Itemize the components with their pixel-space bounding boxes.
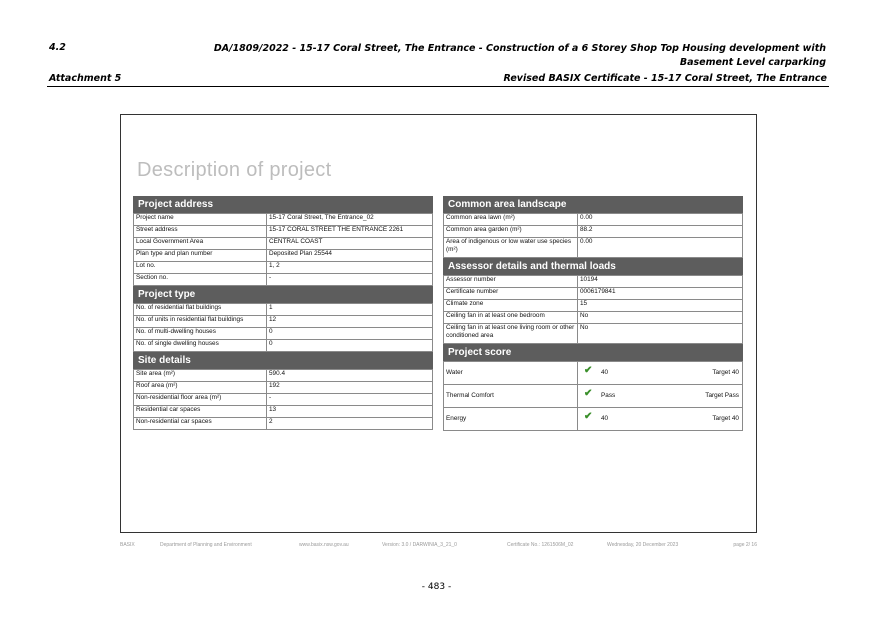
table-row: Ceiling fan in at least one bedroom No xyxy=(444,312,743,324)
basix-page-frame xyxy=(120,114,757,548)
score-cell xyxy=(578,408,743,431)
table-row: Thermal Comfort ✔ Pass Target Pass xyxy=(444,385,743,408)
table-row: Energy ✔ 40 Target 40 xyxy=(444,408,743,431)
table-row: Non-residential floor area (m²) - xyxy=(134,394,433,406)
item-number: 4.2 xyxy=(49,42,66,53)
table-row: Climate zone 15 xyxy=(444,300,743,312)
footer-date: Wednesday, 20 December 2023 xyxy=(607,542,679,548)
table-row: Section no. - xyxy=(134,274,433,286)
table-row: Residential car spaces 13 xyxy=(134,406,433,418)
score-cell xyxy=(578,362,743,385)
table-row: Non-residential car spaces 2 xyxy=(134,418,433,430)
score-target: Target Pass xyxy=(705,392,739,399)
table-row: No. of single dwelling houses 0 xyxy=(134,340,433,352)
project-score-table xyxy=(443,361,743,431)
footer-url: www.basix.nsw.gov.au xyxy=(299,542,349,548)
checkmark-icon: ✔ xyxy=(584,411,593,422)
score-target: Target 40 xyxy=(712,415,739,422)
footer-department: Department of Planning and Environment xyxy=(160,542,252,548)
page-number: - 483 - xyxy=(421,582,452,592)
project-type-heading: Project type xyxy=(133,286,433,303)
left-panel xyxy=(133,196,433,430)
table-row: Roof area (m²) 192 xyxy=(134,382,433,394)
table-row: Lot no. 1, 2 xyxy=(134,262,433,274)
report-title: DA/1809/2022 - 15-17 Coral Street, The Entrance - Construction of a 6 Storey Shop Top Housing development with Basement Level carparking xyxy=(213,43,826,68)
common-area-heading: Common area landscape xyxy=(443,196,743,213)
assessor-table xyxy=(443,275,743,344)
attachment-subtitle: Revised BASIX Certificate - 15-17 Coral Street, The Entrance xyxy=(503,73,827,84)
table-row: Water ✔ 40 Target 40 xyxy=(444,362,743,385)
footer-basix: BASIX xyxy=(120,542,135,548)
header-divider xyxy=(47,86,829,87)
footer-version: Version: 3.0 / DARWINIA_3_21_0 xyxy=(382,542,457,548)
table-row: Assessor number 10194 xyxy=(444,276,743,288)
score-value: 40 xyxy=(601,415,609,422)
table-row: Common area garden (m²) 88.2 xyxy=(444,226,743,238)
table-row: Project name 15-17 Coral Street, The Entrance_02 xyxy=(134,214,433,226)
project-score-heading: Project score xyxy=(443,344,743,361)
project-type-table xyxy=(133,303,433,352)
table-row: Area of indigenous or low water use species (m²) 0.00 xyxy=(444,238,743,258)
site-details-table xyxy=(133,369,433,430)
table-row: No. of units in residential flat buildings 12 xyxy=(134,316,433,328)
table-row: Site area (m²) 590.4 xyxy=(134,370,433,382)
checkmark-icon: ✔ xyxy=(584,365,593,376)
project-address-table xyxy=(133,213,433,286)
table-row: Common area lawn (m²) 0.00 xyxy=(444,214,743,226)
project-address-heading: Project address xyxy=(133,196,433,213)
table-row: Ceiling fan in at least one living room or other conditioned area No xyxy=(444,324,743,344)
score-value: Pass xyxy=(601,392,616,399)
assessor-heading: Assessor details and thermal loads xyxy=(443,258,743,275)
attachment-label: Attachment 5 xyxy=(49,73,122,84)
table-row: Plan type and plan number Deposited Plan 25544 xyxy=(134,250,433,262)
common-area-table xyxy=(443,213,743,258)
score-cell xyxy=(578,385,743,408)
table-row: No. of residential flat buildings 1 xyxy=(134,304,433,316)
checkmark-icon: ✔ xyxy=(584,388,593,399)
section-title: Description of project xyxy=(137,159,332,181)
score-value: 40 xyxy=(601,369,609,376)
footer-page: page 2/ 16 xyxy=(733,542,757,548)
site-details-heading: Site details xyxy=(133,352,433,369)
table-row: Certificate number 0006179841 xyxy=(444,288,743,300)
table-row: Local Government Area CENTRAL COAST xyxy=(134,238,433,250)
table-row: Street address 15-17 CORAL STREET THE ENTRANCE 2261 xyxy=(134,226,433,238)
table-row: No. of multi-dwelling houses 0 xyxy=(134,328,433,340)
score-target: Target 40 xyxy=(712,369,739,376)
footer-certificate: Certificate No.: 1261506M_02 xyxy=(507,542,574,548)
right-panel xyxy=(443,196,743,431)
